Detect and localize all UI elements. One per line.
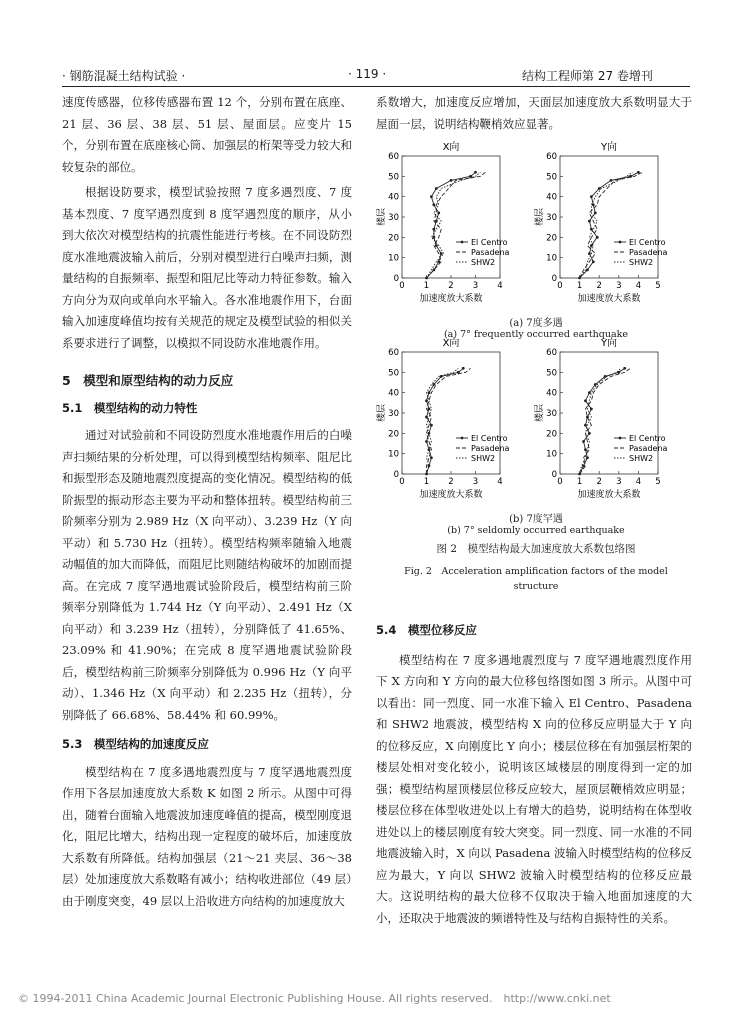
paragraph: 模型结构在 7 度多遇地震烈度与 7 度罕遇地震烈度作用下各层加速度放大系数 K 如图 2 所示。从图中可得出，随着台面输入地震波加速度峰值的提高，模型刚度退化，阻尼比增大，结构出现一定程度的破坏后，加速度放大系数有所降低。结构加强层（21～21 夹层、36～38 层）处加速度放大系数略有减小；结构收进部位（49 层）由于刚度突变，49 层以上沿收进方向结构的加速度放大 [62, 764, 352, 908]
data-point [590, 408, 593, 411]
running-header-left: · 钢筋混凝土结构试验 · [62, 69, 186, 83]
x-tick-label: 3 [616, 281, 622, 291]
data-point [590, 195, 593, 198]
x-tick-label: 3 [616, 477, 622, 487]
y-tick-label: 20 [388, 233, 399, 244]
x-tick-label: 0 [399, 281, 405, 291]
y-tick-label: 20 [546, 233, 557, 244]
data-point [592, 260, 595, 263]
x-tick-label: 2 [448, 477, 454, 487]
right-column-bottom [376, 620, 692, 929]
chart-title: Y向 [600, 142, 618, 153]
figure-2b [376, 334, 696, 536]
data-point [430, 195, 433, 198]
y-tick-label: 0 [551, 274, 557, 284]
data-point [425, 440, 428, 443]
legend-label: SHW2 [629, 454, 654, 463]
y-tick-label: 30 [546, 409, 557, 419]
chart-title: Y向 [600, 338, 618, 349]
data-point [425, 399, 428, 402]
right-column-top [376, 92, 692, 135]
legend-label: Pasadena [471, 248, 510, 257]
data-point [598, 187, 601, 190]
subfigure-caption-cn: (a) 7度多遇 [509, 318, 563, 329]
paragraph: 模型结构在 7 度多遇地震烈度与 7 度罕遇地震烈度作用下 X 方向和 Y 方向的最大位移包络图如图 3 所示。从图中可以看出：同一烈度、同一水准下输入 El Centro、Pasadena 和 SHW2 地震波，模型结构 X 向的位移反应明显大于 Y 向的位移反应，X 向刚度比 Y 向小；楼层位移在有加强层桁架的楼层处相对变化较小，说明该区域楼层的刚度得到一定的加强；模型结构屋顶楼层位移反应较大，屋顶层鞭梢效应明显；楼层位移在体型收进处以上有增大的趋势，说明结构在体型收进处以上的楼层刚度有较大突变。同一烈度、同一水准的不同地震波输入时，X 向以 Pasadena 波输入时模型结构的位移反应为最大，Y 向以 SHW2 波输入时模型结构的位移反应最大。这说明结构的最大位移不仅取决于输入地面加速度的大小，还取决于地震波的频谱特性及与结构自振特性的关系。 [376, 652, 692, 925]
paragraph: 速度传感器，位移传感器布置 12 个，分别布置在底座、21 层、36 层、38 层、51 层、屋面层。应变片 15 个，分别布置在底座核心筒、加强层的桁架等受力较大和较复杂的部位。 [62, 95, 352, 174]
x-tick-label: 1 [423, 281, 430, 291]
y-tick-label: 50 [546, 172, 557, 183]
y-tick-label: 10 [546, 449, 557, 460]
y-tick-label: 40 [546, 388, 557, 399]
legend-marker [619, 437, 622, 440]
data-point [582, 440, 585, 443]
data-point [623, 367, 626, 370]
y-axis-label: 楼层 [535, 403, 545, 423]
y-tick-label: 20 [546, 429, 557, 440]
left-column [62, 92, 352, 912]
chart-title: X向 [442, 338, 460, 349]
x-tick-label: 1 [576, 281, 583, 291]
x-axis-label: 加速度放大系数 [419, 294, 483, 304]
subfigure-caption-en: (b) 7° seldomly occurred earthquake [447, 525, 625, 536]
y-tick-label: 60 [546, 348, 557, 358]
y-tick-label: 10 [388, 253, 399, 264]
legend-label: El Centro [629, 238, 666, 247]
x-tick-label: 4 [497, 477, 503, 487]
y-tick-label: 0 [551, 470, 557, 480]
legend-label: El Centro [471, 434, 508, 443]
data-point [435, 244, 438, 247]
y-tick-label: 20 [388, 429, 399, 440]
paragraph: 根据设防要求，模型试验按照 7 度多遇烈度、7 度基本烈度、7 度罕遇烈度到 8 度罕遇烈度的顺序，从小到大依次对模型结构的抗震性能进行考核。在不同设防烈度水准地震波输入前后，分别对模型进行白噪声扫频，测量结构的自振频率、振型和阻尼比等动力特征参数。输入方向分为双向或单向水平输入。各水准地震作用下，台面输入加速度峰值均按有关规范的规定及模型试验的相似关系要求进行了调整，以模拟不同设防水准地震作用。 [62, 185, 352, 350]
y-tick-label: 0 [393, 470, 399, 480]
y-tick-label: 40 [388, 388, 399, 399]
y-tick-label: 30 [546, 213, 557, 223]
page-number: · 119 · [348, 67, 387, 81]
y-tick-label: 30 [388, 409, 399, 419]
series-line [427, 172, 476, 278]
data-point [432, 228, 435, 231]
x-axis-label: 加速度放大系数 [577, 294, 641, 304]
data-point [590, 228, 593, 231]
legend-label: Pasadena [629, 248, 668, 257]
chart-panel [533, 336, 668, 500]
y-tick-label: 60 [546, 152, 557, 162]
figure-2a [376, 138, 696, 340]
data-point [588, 391, 591, 394]
figure-2b-chart [376, 334, 696, 506]
x-tick-label: 4 [635, 281, 642, 291]
x-axis-label: 加速度放大系数 [419, 490, 483, 500]
figure-caption-en-line1: Fig. 2 Acceleration amplification factors of the model [404, 566, 668, 577]
legend-marker [619, 241, 622, 244]
data-point [474, 171, 477, 174]
y-tick-label: 40 [546, 192, 557, 203]
x-tick-label: 3 [472, 477, 479, 487]
data-point [594, 212, 597, 215]
data-point [428, 391, 431, 394]
data-point [425, 416, 428, 419]
data-point [428, 408, 431, 411]
data-point [637, 171, 640, 174]
y-tick-label: 60 [388, 348, 399, 358]
legend-label: SHW2 [471, 454, 496, 463]
legend-label: SHW2 [471, 258, 496, 267]
y-axis-label: 楼层 [377, 207, 387, 227]
data-point [588, 220, 591, 223]
data-point [584, 448, 587, 451]
chart-panel [533, 140, 668, 304]
data-point [586, 268, 589, 271]
x-tick-label: 3 [472, 281, 479, 291]
subsection-heading: 5.1 模型结构的动力特性 [62, 400, 198, 415]
x-tick-label: 0 [557, 477, 563, 487]
legend-marker [461, 437, 464, 440]
figure-caption-en-line2: structure [513, 581, 559, 592]
y-axis-label: 楼层 [377, 403, 387, 423]
y-tick-label: 50 [388, 368, 399, 379]
x-tick-label: 5 [655, 281, 661, 291]
x-tick-label: 5 [655, 477, 661, 487]
subfigure-caption-cn: (b) 7度罕遇 [509, 514, 563, 525]
y-tick-label: 10 [546, 253, 557, 264]
y-tick-label: 30 [388, 213, 399, 223]
data-point [610, 179, 613, 182]
x-tick-label: 1 [576, 477, 583, 487]
paragraph: 系数增大，加速度反应增加，天面层加速度放大系数明显大于屋面一层，说明结构鞭梢效应显著。 [376, 95, 692, 131]
data-point [430, 424, 433, 427]
data-point [435, 187, 438, 190]
header-rule [62, 86, 690, 87]
running-header-right: 结构工程师第 27 卷增刊 [522, 69, 653, 83]
data-point [437, 212, 440, 215]
y-tick-label: 50 [546, 368, 557, 379]
subsection-heading: 5.3 模型结构的加速度反应 [62, 737, 209, 751]
subfigure-caption-en: (a) 7° frequently occurred earthquake [443, 329, 629, 340]
data-point [594, 383, 597, 386]
paragraph: 通过对试验前和不同设防烈度水准地震作用后的白噪声扫频结果的分析处理，可以得到模型结构频率、阻尼比和振型形态及随地震烈度提高的变化情况。模型结构的低阶振型的振动形态主要为平动和整体扭转。模型结构前三阶频率分别为 2.989 Hz（X 向平动）、3.239 Hz（Y 向平动）和 5.730 Hz（扭转）。模型结构频率随输入地震动幅值的加大而降低，而阻尼比则随结构破坏的加剧而提高。在完成 7 度罕遇地震试验阶段后，模型结构前三阶频率分别降低为 1.744 Hz（Y 向平动）、2.491 Hz（X 向平动）和 3.239 Hz（扭转），分别降低了 41.65%、23.09% 和 41.90%；在完成 8 度罕遇地震试验阶段后，模型结构前三阶频率分别降低为 0.996 Hz（Y 向平动）、1.346 Hz（X 向平动）和 2.235 Hz（扭转），分别降低了 66.68%、58.44% 和 60.99%。 [62, 428, 352, 722]
y-tick-label: 0 [393, 274, 399, 284]
series-line [580, 172, 633, 278]
chart-panel [376, 140, 510, 304]
legend-label: El Centro [629, 434, 666, 443]
y-tick-label: 60 [388, 152, 399, 162]
data-point [584, 399, 587, 402]
y-axis-label: 楼层 [535, 207, 545, 227]
y-tick-label: 40 [388, 192, 399, 203]
copyright-footer: © 1994-2011 China Academic Journal Electronic Publishing House. All rights reserved. http://www.cnki.net [18, 992, 611, 1005]
x-tick-label: 2 [448, 281, 454, 291]
y-tick-label: 50 [388, 172, 399, 183]
figure-caption-cn: 图 2 模型结构最大加速度放大系数包络图 [436, 543, 636, 555]
x-tick-label: 4 [497, 281, 503, 291]
figure-caption [376, 541, 696, 592]
data-point [430, 456, 433, 459]
chart-title: X向 [442, 142, 460, 153]
x-tick-label: 0 [399, 477, 405, 487]
x-tick-label: 4 [635, 477, 642, 487]
legend-label: Pasadena [629, 444, 668, 453]
x-tick-label: 1 [423, 477, 430, 487]
legend-marker [461, 241, 464, 244]
figure-2a-chart [376, 138, 696, 310]
data-point [440, 252, 443, 255]
legend-label: El Centro [471, 238, 508, 247]
x-tick-label: 0 [557, 281, 563, 291]
data-point [588, 252, 591, 255]
x-axis-label: 加速度放大系数 [577, 490, 641, 500]
data-point [462, 367, 465, 370]
x-tick-label: 2 [596, 281, 602, 291]
x-tick-label: 2 [596, 477, 602, 487]
data-point [586, 456, 589, 459]
data-point [588, 432, 591, 435]
section-heading: 5 模型和原型结构的动力反应 [62, 373, 234, 388]
data-point [432, 203, 435, 206]
data-point [604, 375, 607, 378]
legend-label: SHW2 [629, 258, 654, 267]
data-point [450, 179, 453, 182]
data-point [584, 424, 587, 427]
chart-panel [376, 336, 510, 500]
subsection-heading: 5.4 模型位移反应 [376, 623, 477, 637]
data-point [596, 236, 599, 239]
legend-label: Pasadena [471, 444, 510, 453]
y-tick-label: 10 [388, 449, 399, 460]
